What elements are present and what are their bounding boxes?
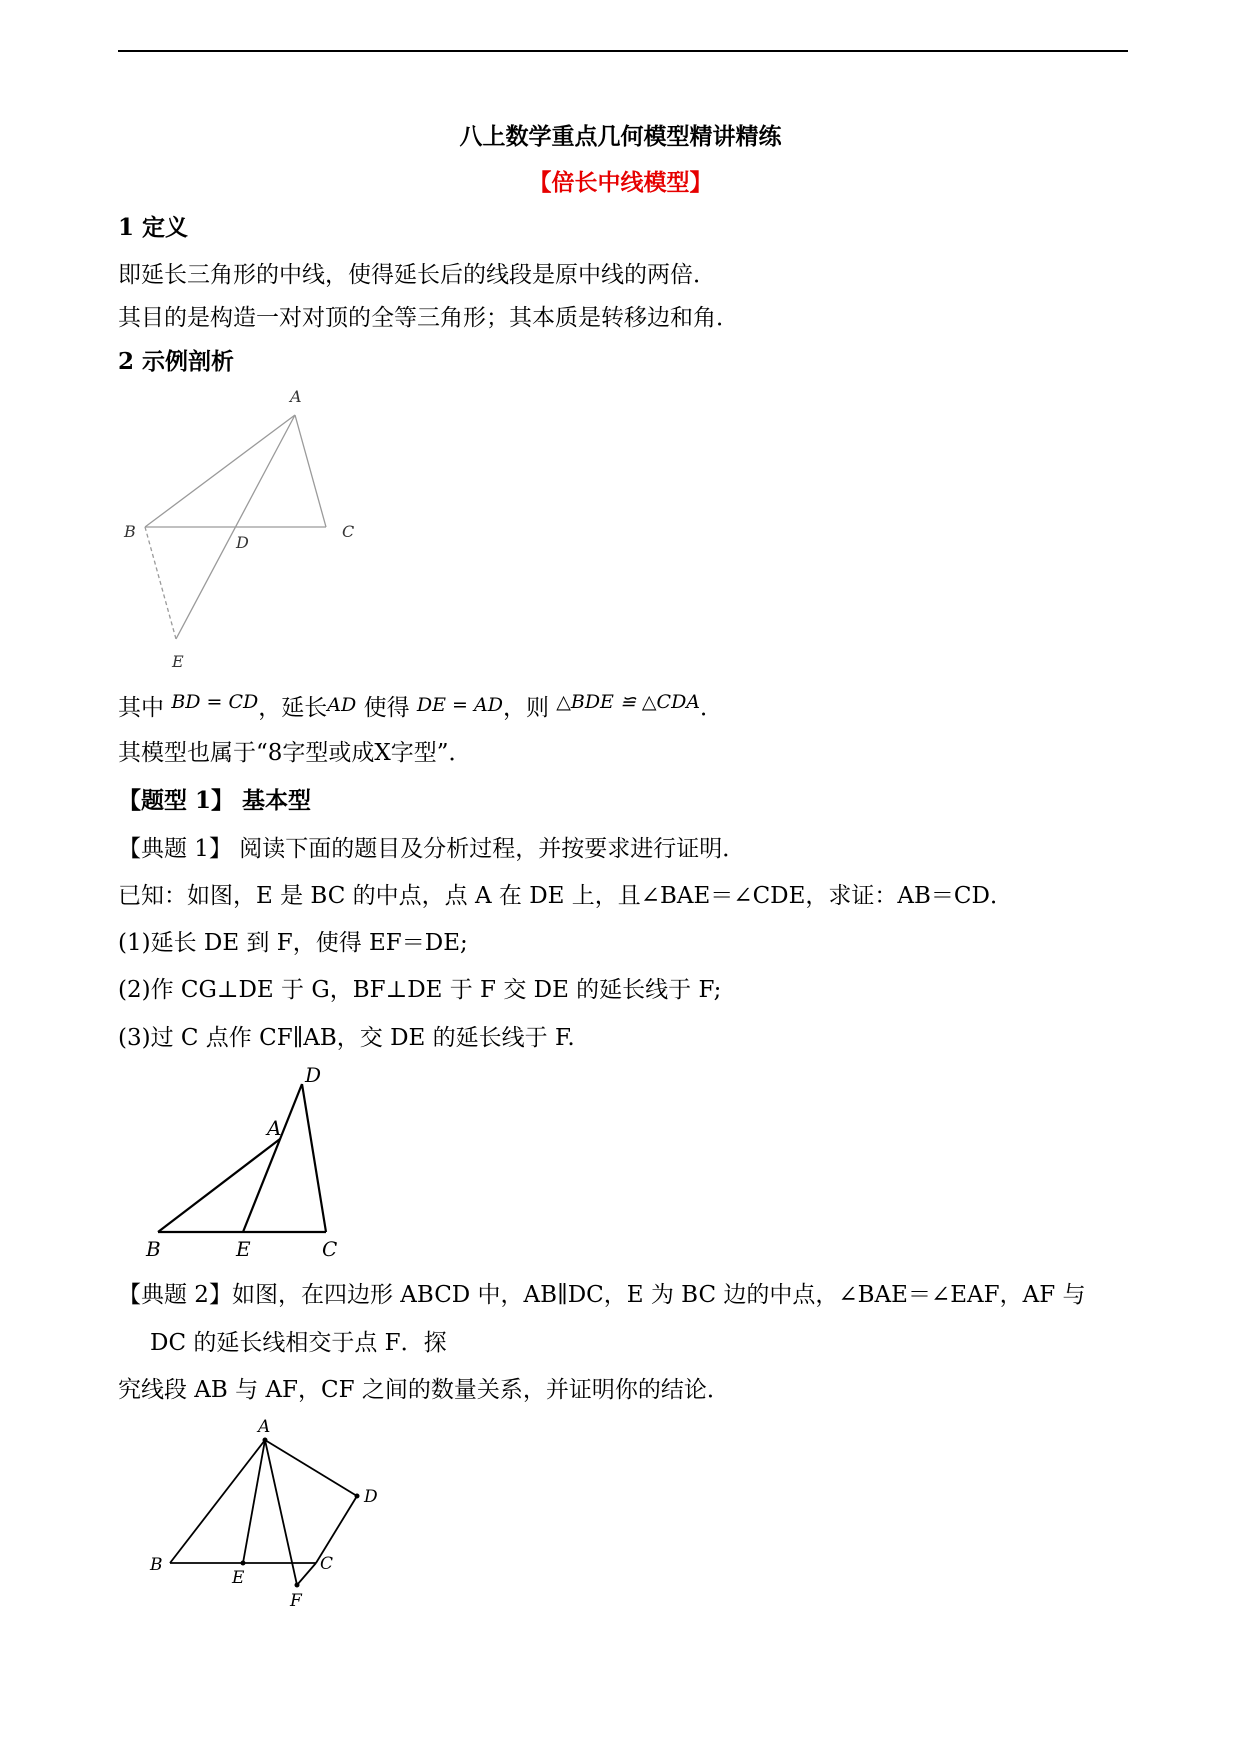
explain-part-1: 其中 bbox=[118, 695, 164, 721]
formula-de-ad: DE = AD bbox=[416, 694, 503, 716]
fig3-label-c: C bbox=[320, 1554, 334, 1574]
fig3-segment-ab bbox=[170, 1440, 265, 1563]
example-2-line-1-text: 如图，在四边形 ABCD 中，AB∥DC，E 为 BC 边的中点，∠BAE＝∠EAF，AF 与 bbox=[231, 1282, 1086, 1308]
fig1-label-a: A bbox=[290, 387, 302, 406]
fig2-label-e: E bbox=[236, 1237, 251, 1261]
formula-ad: AD bbox=[327, 694, 357, 716]
type-1-heading: 【题型 1】 基本型 bbox=[118, 787, 312, 814]
fig2-segment-ed bbox=[243, 1084, 302, 1232]
definition-line-2: 其目的是构造一对对顶的全等三角形；其本质是转移边和角． bbox=[118, 305, 739, 331]
fig3-label-e: E bbox=[232, 1568, 245, 1588]
fig1-segment-ac bbox=[295, 415, 326, 527]
figure-1 bbox=[110, 385, 370, 670]
fig3-segment-dc bbox=[316, 1496, 357, 1563]
explain-line-1 bbox=[118, 693, 723, 724]
formula-bd-cd: BD = CD bbox=[171, 691, 259, 713]
example-1-given: 已知：如图，E 是 BC 的中点，点 A 在 DE 上，且∠BAE＝∠CDE，求证：AB＝CD． bbox=[118, 883, 1013, 909]
fig3-segment-ae bbox=[243, 1440, 265, 1563]
fig3-label-f: F bbox=[290, 1591, 302, 1611]
fig2-label-b: B bbox=[146, 1237, 161, 1261]
header-rule bbox=[118, 50, 1128, 52]
explain-part-2: ，延长 bbox=[258, 695, 328, 721]
explain-line-2: 其模型也属于“8字型或成X字型”． bbox=[118, 740, 472, 766]
definition-line-1: 即延长三角形的中线，使得延长后的线段是原中线的两倍． bbox=[118, 262, 716, 288]
fig1-label-d: D bbox=[236, 533, 249, 552]
explain-part-4: ，则 bbox=[502, 695, 549, 721]
explain-part-5: ． bbox=[700, 695, 724, 721]
fig3-label-a: A bbox=[258, 1417, 271, 1437]
example-1-step-2: (2)作 CG⊥DE 于 G，BF⊥DE 于 F 交 DE 的延长线于 F; bbox=[118, 977, 722, 1003]
example-2-line-1 bbox=[118, 1280, 1085, 1310]
fig2-label-a: A bbox=[267, 1116, 282, 1140]
section-1-heading: 1 定义 bbox=[118, 214, 189, 241]
example-2-line-3: 究线段 AB 与 AF，CF 之间的数量关系，并证明你的结论． bbox=[118, 1377, 730, 1403]
fig1-label-b: B bbox=[124, 522, 136, 541]
figure-3 bbox=[140, 1418, 400, 1618]
example-1-step-1: (1)延长 DE 到 F，使得 EF＝DE; bbox=[118, 930, 468, 956]
fig1-segment-ab bbox=[145, 415, 295, 527]
fig2-segment-dc bbox=[302, 1084, 326, 1232]
fig3-point-e bbox=[241, 1561, 246, 1566]
fig3-label-b: B bbox=[150, 1555, 163, 1575]
example-2-line-2: DC 的延长线相交于点 F．探 bbox=[150, 1330, 447, 1356]
fig2-label-d: D bbox=[305, 1063, 322, 1087]
doc-subtitle: 【倍长中线模型】 bbox=[528, 169, 713, 196]
fig3-point-a bbox=[263, 1438, 268, 1443]
fig1-segment-be bbox=[145, 527, 176, 639]
example-2-tag: 【典题 2】 bbox=[118, 1282, 232, 1308]
example-1-intro bbox=[118, 834, 745, 864]
fig3-segment-ad bbox=[265, 1440, 357, 1496]
fig2-label-c: C bbox=[322, 1237, 338, 1261]
explain-part-3: 使得 bbox=[363, 695, 410, 721]
example-1-intro-text: 阅读下面的题目及分析过程，并按要求进行证明． bbox=[239, 836, 746, 862]
figure-2 bbox=[140, 1060, 360, 1260]
example-1-tag: 【典题 1】 bbox=[118, 836, 232, 862]
fig1-label-c: C bbox=[342, 522, 355, 541]
section-2-heading: 2 示例剖析 bbox=[118, 348, 235, 375]
fig3-label-d: D bbox=[364, 1487, 378, 1507]
fig3-segment-cf bbox=[297, 1563, 316, 1585]
formula-congruence: △BDE ≌ △CDA bbox=[556, 691, 701, 713]
example-1-step-3: (3)过 C 点作 CF∥AB，交 DE 的延长线于 F. bbox=[118, 1025, 575, 1051]
doc-title: 八上数学重点几何模型精讲精练 bbox=[459, 123, 782, 150]
fig3-point-d bbox=[355, 1494, 360, 1499]
fig3-point-f bbox=[295, 1583, 300, 1588]
fig1-label-e: E bbox=[172, 652, 184, 671]
